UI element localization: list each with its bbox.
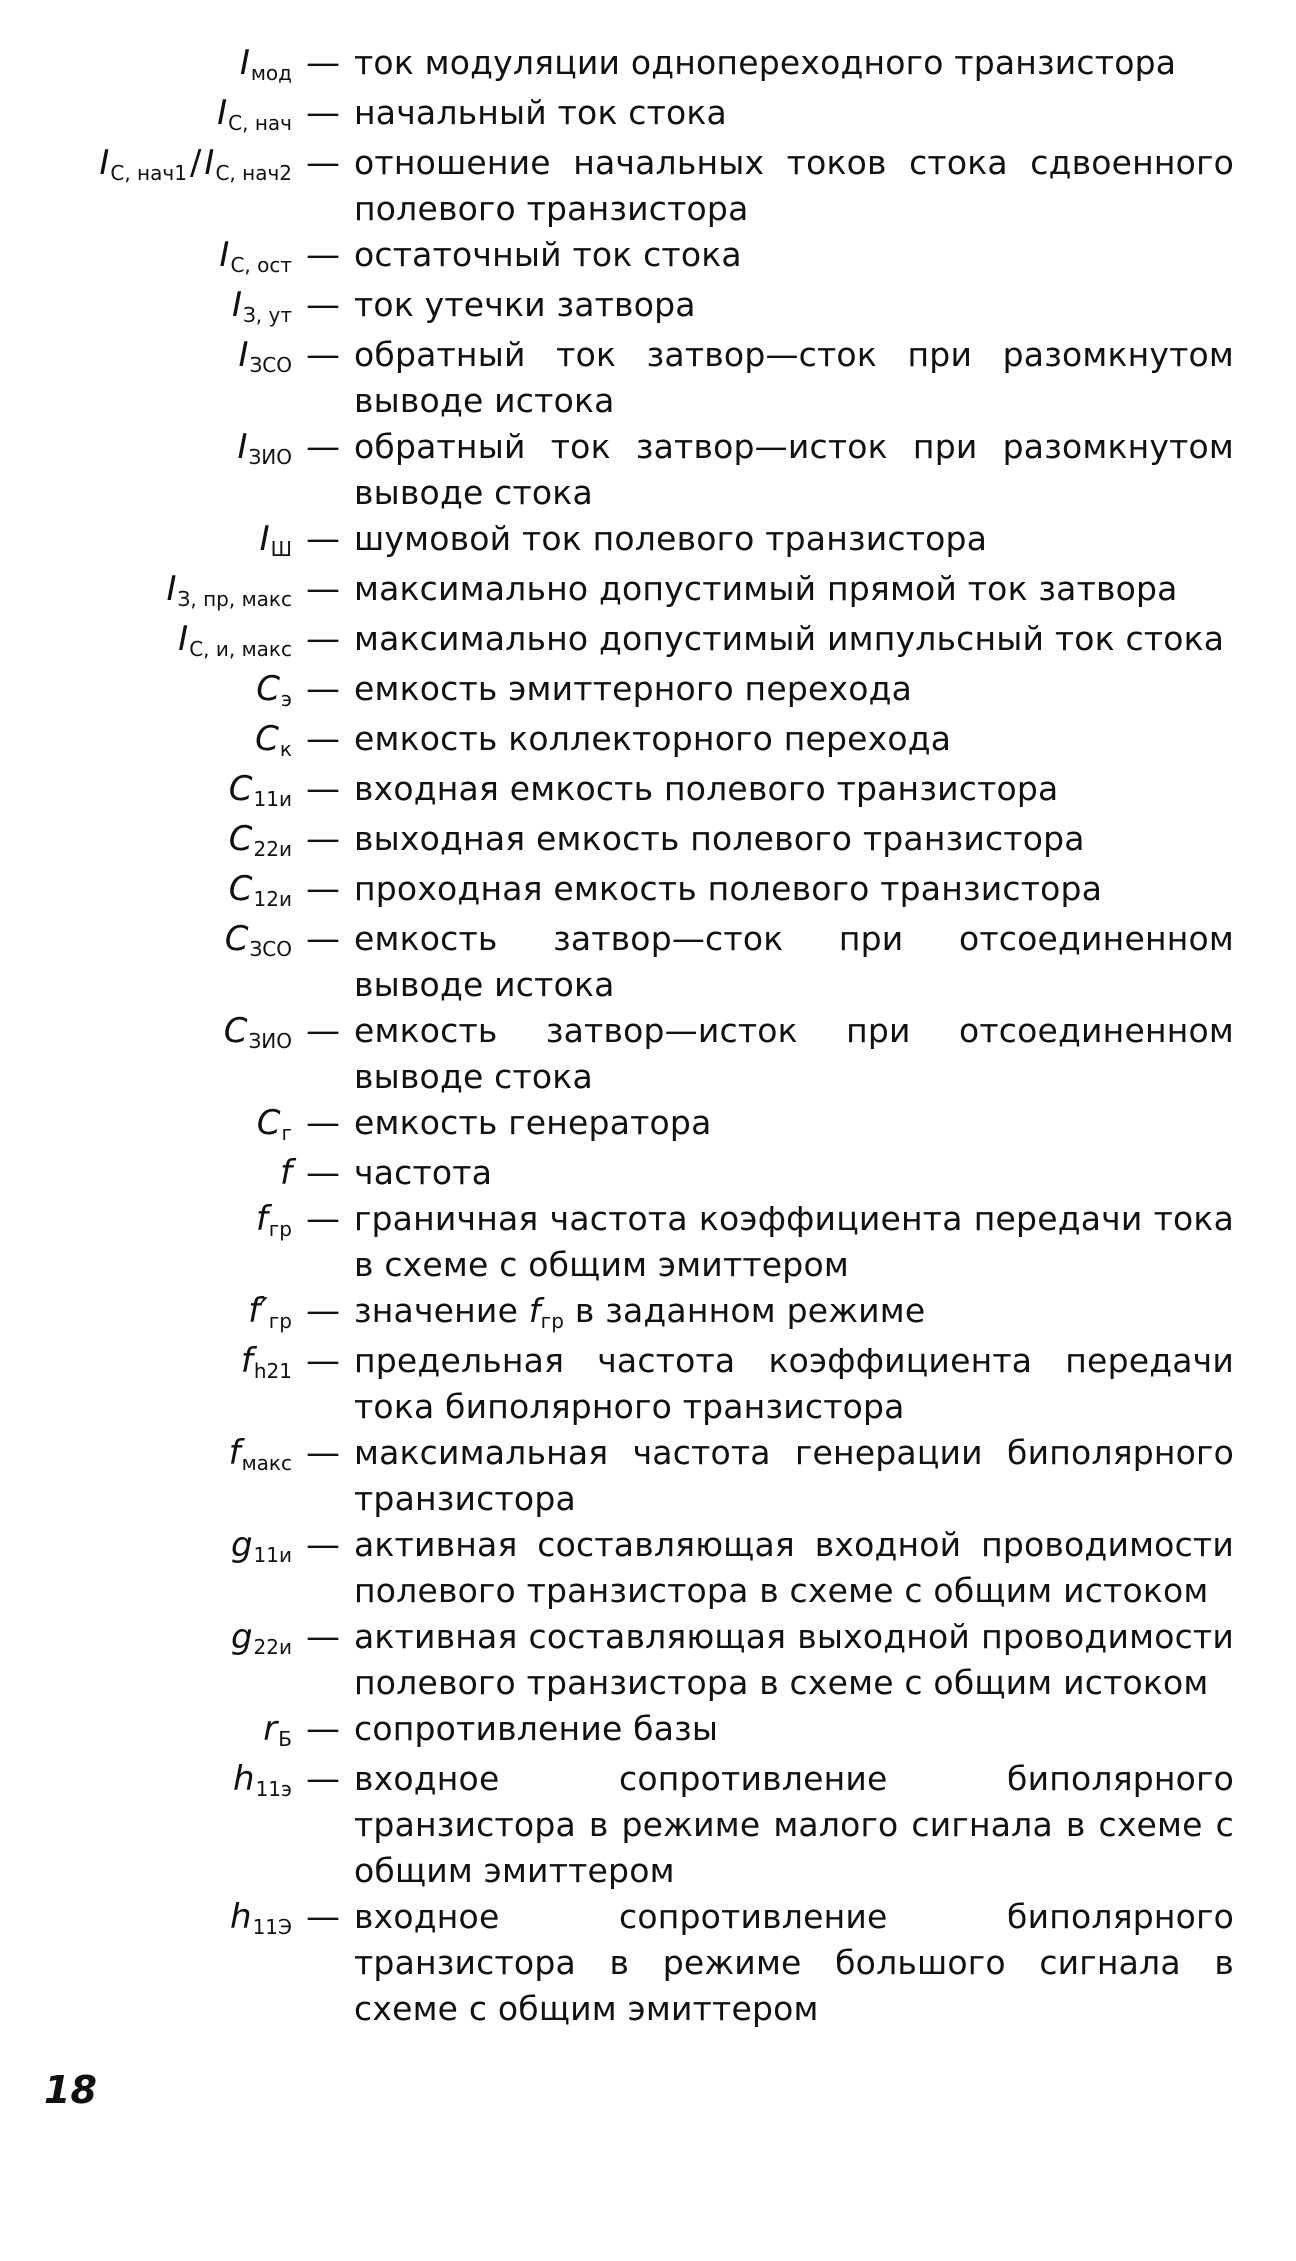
symbol-subscript: макс: [241, 1451, 292, 1475]
symbol-subscript: г: [281, 1121, 292, 1145]
symbol-letter: C: [255, 719, 279, 759]
symbol-list: [0, 40, 1296, 2032]
entry-description: обратный ток затвор—исток при разомкнутом выводе стока: [354, 427, 1234, 512]
entry-symbol: [0, 140, 292, 190]
entry-dash: —: [306, 1103, 340, 1143]
entry-dash: —: [306, 769, 340, 809]
symbol-letter: C: [228, 769, 253, 809]
entry-dash: —: [306, 919, 340, 959]
symbol-subscript: 11и: [253, 1543, 292, 1567]
symbol-letter: I: [259, 519, 270, 559]
glossary-entry: [0, 666, 1296, 716]
entry-symbol: [0, 1338, 292, 1388]
glossary-entry: [0, 1756, 1296, 1894]
entry-description: активная составляющая входной проводимости полевого транзистора в схеме с общим истоком: [354, 1525, 1234, 1610]
entry-dash: —: [306, 1291, 340, 1331]
glossary-entry: [0, 1522, 1296, 1614]
glossary-entry: [0, 916, 1296, 1008]
glossary-entry: [0, 1614, 1296, 1706]
symbol-subscript: мод: [250, 61, 292, 85]
symbol-subscript: С, ост: [230, 253, 292, 277]
symbol-subscript: 12и: [253, 887, 292, 911]
entry-dash: —: [306, 1153, 340, 1193]
glossary-entry: [0, 1706, 1296, 1756]
entry-symbol: [0, 332, 292, 382]
entry-dash: —: [306, 235, 340, 275]
entry-dash: —: [306, 143, 340, 183]
entry-description: проходная емкость полевого транзистора: [354, 869, 1103, 908]
entry-description: максимальная частота генерации биполярного транзистора: [354, 1433, 1234, 1518]
entry-symbol: [0, 766, 292, 816]
symbol-subscript: С, нач: [228, 111, 292, 135]
entry-symbol: [0, 516, 292, 566]
symbol-letter: I: [231, 285, 242, 325]
glossary-entry: [0, 516, 1296, 566]
symbol-letter: h: [230, 1897, 252, 1937]
symbol-subscript: ЗСО: [249, 937, 292, 961]
ratio-slash: /: [189, 143, 202, 183]
entry-dash: —: [306, 1341, 340, 1381]
entry-symbol: [0, 666, 292, 716]
entry-symbol: [0, 1756, 292, 1806]
entry-symbol: [0, 282, 292, 332]
glossary-entry: [0, 332, 1296, 424]
symbol-subscript: З, ут: [242, 303, 292, 327]
entry-description: ток утечки затвора: [354, 285, 696, 324]
symbol-subscript: З, пр, макс: [177, 587, 292, 611]
glossary-entry: [0, 566, 1296, 616]
entry-dash: —: [306, 43, 340, 83]
entry-dash: —: [306, 1759, 340, 1799]
entry-dash: —: [306, 1525, 340, 1565]
symbol-letter: I: [217, 93, 228, 133]
glossary-entry: [0, 1196, 1296, 1288]
entry-symbol: [0, 1706, 292, 1756]
entry-description: емкость затвор—сток при отсоединенном выводе истока: [354, 919, 1234, 1004]
entry-description: входное сопротивление биполярного транзистора в режиме большого сигнала в схеме с общим эмиттером: [354, 1897, 1234, 2028]
symbol-subscript: С, нач1: [110, 161, 187, 185]
symbol-letter: I: [178, 619, 189, 659]
entry-description: активная составляющая выходной проводимости полевого транзистора в схеме с общим истоком: [354, 1617, 1234, 1702]
entry-description: емкость коллекторного перехода: [354, 719, 952, 758]
entry-symbol: [0, 1288, 292, 1338]
symbol-letter: I: [219, 235, 230, 275]
glossary-entry: [0, 40, 1296, 90]
entry-dash: —: [306, 619, 340, 659]
symbol-subscript: Ш: [270, 537, 292, 561]
symbol-letter: h: [233, 1759, 255, 1799]
entry-symbol: [0, 1100, 292, 1150]
symbol-letter: f: [240, 1341, 253, 1381]
entry-description: емкость затвор—исток при отсоединенном выводе стока: [354, 1011, 1234, 1096]
symbol-subscript: 11Э: [252, 1915, 292, 1939]
symbol-subscript: ЗИО: [248, 445, 292, 469]
entry-dash: —: [306, 93, 340, 133]
glossary-entry: [0, 716, 1296, 766]
glossary-entry: [0, 1288, 1296, 1338]
symbol-letter: C: [256, 1103, 281, 1143]
glossary-entry: [0, 90, 1296, 140]
symbol-subscript: 11э: [255, 1777, 292, 1801]
entry-symbol: [0, 1196, 292, 1246]
symbol-letter: C: [228, 819, 253, 859]
symbol-letter: f: [228, 1433, 241, 1473]
entry-description: начальный ток стока: [354, 93, 727, 132]
entry-description: частота: [354, 1153, 493, 1192]
entry-description: остаточный ток стока: [354, 235, 742, 274]
glossary-entry: [0, 1150, 1296, 1196]
glossary-entry: [0, 1100, 1296, 1150]
glossary-entry: [0, 616, 1296, 666]
entry-symbol: [0, 716, 292, 766]
symbol-letter: f′: [248, 1291, 268, 1331]
entry-description: сопротивление базы: [354, 1709, 719, 1748]
entry-symbol: [0, 616, 292, 666]
symbol-letter: I: [238, 335, 249, 375]
entry-description: входная емкость полевого транзистора: [354, 769, 1059, 808]
glossary-entry: [0, 1008, 1296, 1100]
entry-description: обратный ток затвор—сток при разомкнутом выводе истока: [354, 335, 1234, 420]
entry-symbol: [0, 1150, 292, 1196]
entry-symbol: [0, 1430, 292, 1480]
symbol-letter: I: [99, 143, 110, 183]
entry-symbol: [0, 1614, 292, 1664]
symbol-letter: I: [239, 43, 250, 83]
symbol-subscript: Б: [278, 1727, 292, 1751]
symbol-letter: C: [224, 919, 249, 959]
entry-description: емкость генератора: [354, 1103, 712, 1142]
symbol-subscript: гр: [268, 1309, 292, 1333]
symbol-subscript: 22и: [253, 1635, 292, 1659]
symbol-subscript: С, нач2: [215, 161, 292, 185]
entry-dash: —: [306, 1617, 340, 1657]
inline-symbol: f: [528, 1291, 541, 1330]
entry-dash: —: [306, 1199, 340, 1239]
description-text: в заданном режиме: [564, 1291, 926, 1330]
entry-symbol: [0, 566, 292, 616]
entry-description: максимально допустимый прямой ток затвора: [354, 569, 1178, 608]
entry-symbol: [0, 40, 292, 90]
symbol-subscript: h21: [253, 1359, 292, 1383]
entry-dash: —: [306, 519, 340, 559]
entry-description: выходная емкость полевого транзистора: [354, 819, 1085, 858]
description-text: значение: [354, 1291, 529, 1330]
symbol-subscript: э: [281, 687, 292, 711]
symbol-letter: C: [256, 669, 281, 709]
page-number: 18: [44, 2068, 97, 2112]
symbol-letter: g: [230, 1617, 253, 1657]
symbol-letter: g: [230, 1525, 253, 1565]
symbol-letter: I: [237, 427, 248, 467]
entry-symbol: [0, 90, 292, 140]
entry-dash: —: [306, 1011, 340, 1051]
entry-symbol: [0, 816, 292, 866]
symbol-subscript: 11и: [253, 787, 292, 811]
entry-dash: —: [306, 669, 340, 709]
entry-dash: —: [306, 1709, 340, 1749]
entry-dash: —: [306, 1433, 340, 1473]
entry-description: граничная частота коэффициента передачи тока в схеме с общим эмиттером: [354, 1199, 1234, 1284]
entry-dash: —: [306, 719, 340, 759]
entry-description: шумовой ток полевого транзистора: [354, 519, 988, 558]
entry-description: [354, 1288, 1234, 1338]
entry-dash: —: [306, 819, 340, 859]
symbol-subscript: к: [279, 737, 292, 761]
entry-symbol: [0, 866, 292, 916]
entry-dash: —: [306, 285, 340, 325]
symbol-letter: I: [166, 569, 177, 609]
symbol-letter: r: [263, 1709, 278, 1749]
entry-dash: —: [306, 869, 340, 909]
entry-symbol: [0, 424, 292, 474]
glossary-entry: [0, 766, 1296, 816]
entry-description: емкость эмиттерного перехода: [354, 669, 913, 708]
entry-symbol: [0, 232, 292, 282]
glossary-entry: [0, 232, 1296, 282]
glossary-entry: [0, 816, 1296, 866]
entry-symbol: [0, 916, 292, 966]
symbol-subscript: С, и, макс: [189, 637, 292, 661]
entry-symbol: [0, 1894, 292, 1944]
entry-dash: —: [306, 427, 340, 467]
symbol-letter: f: [255, 1199, 268, 1239]
symbol-subscript: ЗСО: [249, 353, 292, 377]
glossary-entry: [0, 866, 1296, 916]
entry-description: ток модуляции однопереходного транзистора: [354, 43, 1177, 82]
symbol-subscript: гр: [268, 1217, 292, 1241]
glossary-entry: [0, 424, 1296, 516]
symbol-subscript: 22и: [253, 837, 292, 861]
symbol-subscript: ЗИО: [248, 1029, 292, 1053]
entry-description: предельная частота коэффициента передачи тока биполярного транзистора: [354, 1341, 1234, 1426]
symbol-letter: C: [223, 1011, 248, 1051]
entry-dash: —: [306, 1897, 340, 1937]
glossary-entry: [0, 1338, 1296, 1430]
glossary-entry: [0, 282, 1296, 332]
entry-description: входное сопротивление биполярного транзистора в режиме малого сигнала в схеме с общим эмиттером: [354, 1759, 1234, 1890]
entry-description: максимально допустимый импульсный ток стока: [354, 619, 1225, 658]
symbol-letter: C: [228, 869, 253, 909]
entry-symbol: [0, 1008, 292, 1058]
entry-dash: —: [306, 569, 340, 609]
entry-description: отношение начальных токов стока сдвоенного полевого транзистора: [354, 143, 1234, 228]
symbol-letter: I: [204, 143, 215, 183]
entry-dash: —: [306, 335, 340, 375]
entry-symbol: [0, 1522, 292, 1572]
glossary-entry: [0, 1894, 1296, 2032]
symbol-letter: f: [280, 1153, 292, 1193]
glossary-entry: [0, 140, 1296, 232]
glossary-entry: [0, 1430, 1296, 1522]
inline-symbol-subscript: гр: [540, 1309, 565, 1333]
